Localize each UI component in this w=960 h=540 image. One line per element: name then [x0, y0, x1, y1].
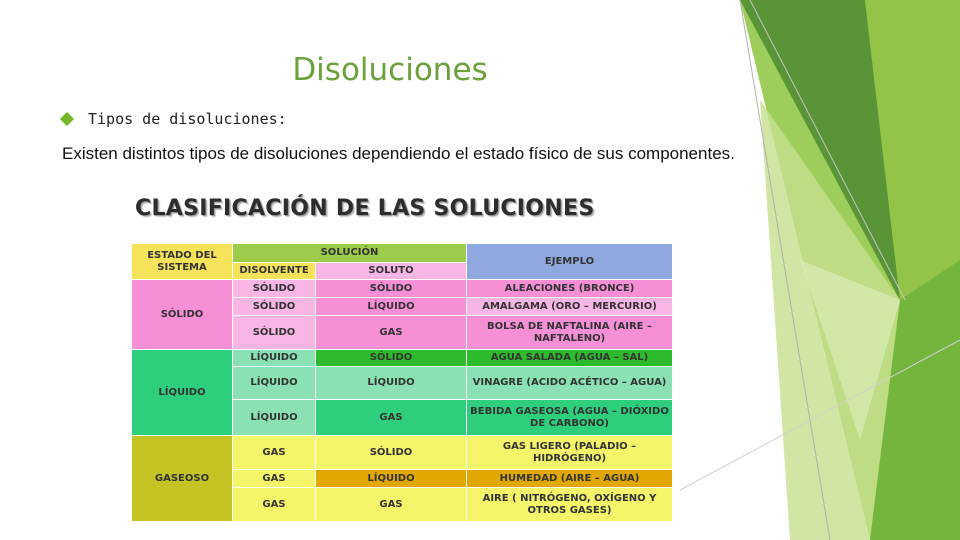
classification-table [131, 243, 673, 522]
bullet-item [62, 110, 287, 128]
body-paragraph: Existen distintos tipos de disoluciones dependiendo el estado físico de sus componentes. [62, 144, 735, 163]
estado-cell: GASEOSO [132, 436, 233, 522]
ejemplo-cell: BEBIDA GASEOSA (AGUA – DIÓXIDO DE CARBONO) [467, 400, 673, 436]
soluto-cell: GAS [316, 400, 467, 436]
ejemplo-cell: AIRE ( NITRÓGENO, OXÍGENO Y OTROS GASES) [467, 488, 673, 522]
ejemplo-cell: VINAGRE (ACIDO ACÉTICO – AGUA) [467, 367, 673, 400]
header-estado: ESTADO DEL SISTEMA [132, 244, 233, 280]
disolvente-cell: GAS [233, 436, 316, 470]
disolvente-cell: SÓLIDO [233, 316, 316, 350]
soluto-cell: LÍQUIDO [316, 470, 467, 488]
ejemplo-cell: HUMEDAD (AIRE – AGUA) [467, 470, 673, 488]
header-disolvente: DISOLVENTE [233, 263, 316, 280]
disolvente-cell: GAS [233, 470, 316, 488]
soluto-cell: LÍQUIDO [316, 298, 467, 316]
header-ejemplo: EJEMPLO [467, 244, 673, 280]
disolvente-cell: SÓLIDO [233, 280, 316, 298]
disolvente-cell: LÍQUIDO [233, 350, 316, 367]
soluto-cell: GAS [316, 488, 467, 522]
ejemplo-cell: AGUA SALADA (AGUA – SAL) [467, 350, 673, 367]
slide-title: Disoluciones [292, 52, 488, 88]
disolvente-cell: LÍQUIDO [233, 400, 316, 436]
estado-cell: LÍQUIDO [132, 350, 233, 436]
disolvente-cell: LÍQUIDO [233, 367, 316, 400]
soluto-cell: LÍQUIDO [316, 367, 467, 400]
header-soluto: SOLUTO [316, 263, 467, 280]
header-solucion: SOLUCIÓN [233, 244, 467, 263]
ejemplo-cell: AMALGAMA (ORO – MERCURIO) [467, 298, 673, 316]
disolvente-cell: SÓLIDO [233, 298, 316, 316]
diamond-bullet-icon [60, 112, 74, 126]
ejemplo-cell: ALEACIONES (BRONCE) [467, 280, 673, 298]
ejemplo-cell: BOLSA DE NAFTALINA (AIRE – NAFTALENO) [467, 316, 673, 350]
soluto-cell: SÓLIDO [316, 350, 467, 367]
soluto-cell: GAS [316, 316, 467, 350]
bullet-text: Tipos de disoluciones: [88, 110, 287, 128]
table-title: CLASIFICACIÓN DE LAS SOLUCIONES [135, 196, 595, 221]
soluto-cell: SÓLIDO [316, 436, 467, 470]
soluto-cell: SÓLIDO [316, 280, 467, 298]
estado-cell: SÓLIDO [132, 280, 233, 350]
ejemplo-cell: GAS LIGERO (PALADIO – HIDRÓGENO) [467, 436, 673, 470]
disolvente-cell: GAS [233, 488, 316, 522]
